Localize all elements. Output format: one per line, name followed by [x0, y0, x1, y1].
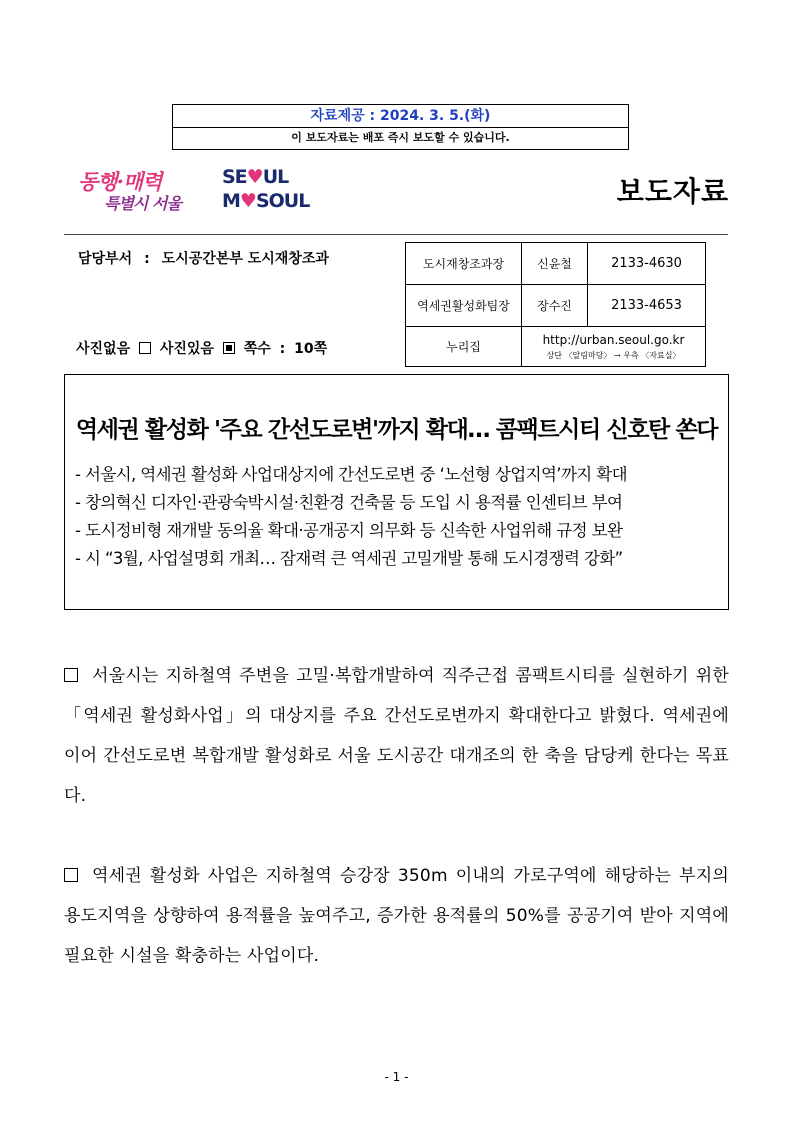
list-item: - 서울시, 역세권 활성화 사업대상지에 간선도로변 중 ‘노선형 상업지역’까지 확대 — [75, 465, 627, 484]
square-bullet-icon — [64, 868, 78, 882]
department-value: 도시공간본부 도시재창조과 — [161, 251, 329, 267]
department-info — [78, 248, 329, 268]
headline: 역세권 활성화 '주요 간선도로변'까지 확대… 콤팩트시티 신호탄 쏜다 — [75, 417, 718, 443]
logo-mysoul-part1: M — [222, 190, 240, 212]
website-url[interactable]: http://urban.seoul.go.kr — [542, 332, 685, 347]
list-item: - 도시정비형 재개발 동의율 확대·공개공지 의무화 등 신속한 사업위해 규정 보완 — [75, 521, 623, 540]
contact-name: 장수진 — [522, 285, 588, 327]
has-photo-label: 사진있음 — [159, 341, 214, 357]
logo-mysoul-part2: SOUL — [255, 190, 310, 212]
department-label: 담당부서 — [78, 251, 133, 267]
pages-separator: : — [279, 341, 286, 357]
table-row — [406, 327, 706, 367]
body-paragraph — [64, 856, 729, 976]
release-info-box — [172, 104, 629, 150]
pages-value: 10쪽 — [294, 341, 328, 357]
seoul-slogan-logo — [78, 166, 208, 216]
logo-slogan-line2: 특별시 서울 — [104, 194, 181, 213]
square-bullet-icon — [64, 668, 78, 682]
summary-bullets — [75, 461, 725, 573]
release-note: 이 보도자료는 배포 즉시 보도할 수 있습니다. — [291, 131, 510, 144]
paragraph-text-wrapper — [64, 856, 729, 976]
release-date: 자료제공 : 2024. 3. 5.(화) — [173, 105, 628, 128]
heart-icon: ♥ — [246, 166, 263, 188]
contact-phone: 2133-4630 — [588, 243, 706, 285]
page-number: - 1 - — [384, 1070, 409, 1084]
document-type-title: 보도자료 — [616, 175, 729, 208]
body-paragraph — [64, 656, 729, 816]
contact-phone: 2133-4653 — [588, 285, 706, 327]
website-path: 상단 〈알림마당〉 → 우측 〈자료실〉 — [546, 350, 681, 360]
contact-role: 도시재창조과장 — [406, 243, 522, 285]
list-item: - 창의혁신 디자인·관광숙박시설·친환경 건축물 등 도입 시 용적률 인센티브 부여 — [75, 493, 623, 512]
logo-seoul-part1: SE — [222, 166, 247, 188]
header-divider — [64, 234, 728, 235]
table-row — [406, 285, 706, 327]
contact-name: 신윤철 — [522, 243, 588, 285]
headline-box — [64, 374, 729, 610]
seoul-my-soul-logo — [222, 166, 310, 216]
contact-role: 역세권활성화팀장 — [406, 285, 522, 327]
list-item: - 시 “3월, 사업설명회 개최… 잠재력 큰 역세권 고밀개발 통해 도시경쟁력 강화” — [75, 549, 623, 568]
logo-mysoul-line — [222, 190, 309, 212]
paragraph-text-wrapper — [64, 656, 729, 816]
heart-icon: ♥ — [239, 190, 256, 212]
website-cell — [522, 327, 706, 367]
paragraph-text: 역세권 활성화 사업은 지하철역 승강장 350m 이내의 가로구역에 해당하는 부지의 용도지역을 상향하여 용적률을 높여주고, 증가한 용적률의 50%를 공공기여 받아 지역에 필요한 시설을 확충하는 사업이다. — [64, 866, 729, 966]
paragraph-text: 서울시는 지하철역 주변을 고밀·복합개발하여 직주근접 콤팩트시티를 실현하기 위한 「역세권 활성화사업」의 대상지를 주요 간선도로변까지 확대한다고 밝혔다. 역세권에 이어 간선도로변 복합개발 활성화로 서울 도시공간 대개조의 한 축을 담당케 한다는 목표다. — [64, 666, 729, 806]
logo-seoul-line — [222, 166, 288, 188]
logo-seoul-part2: UL — [262, 166, 289, 188]
no-photo-label: 사진없음 — [76, 341, 131, 357]
contact-table — [405, 242, 706, 367]
unchecked-box-icon — [139, 342, 151, 354]
website-label: 누리집 — [406, 327, 522, 367]
logo-slogan-line1: 동행·매력 — [78, 169, 162, 194]
table-row — [406, 243, 706, 285]
checked-box-icon — [223, 342, 235, 354]
department-separator: : — [144, 251, 150, 267]
pages-label: 쪽수 — [243, 341, 271, 357]
photo-pages-row — [76, 338, 331, 358]
